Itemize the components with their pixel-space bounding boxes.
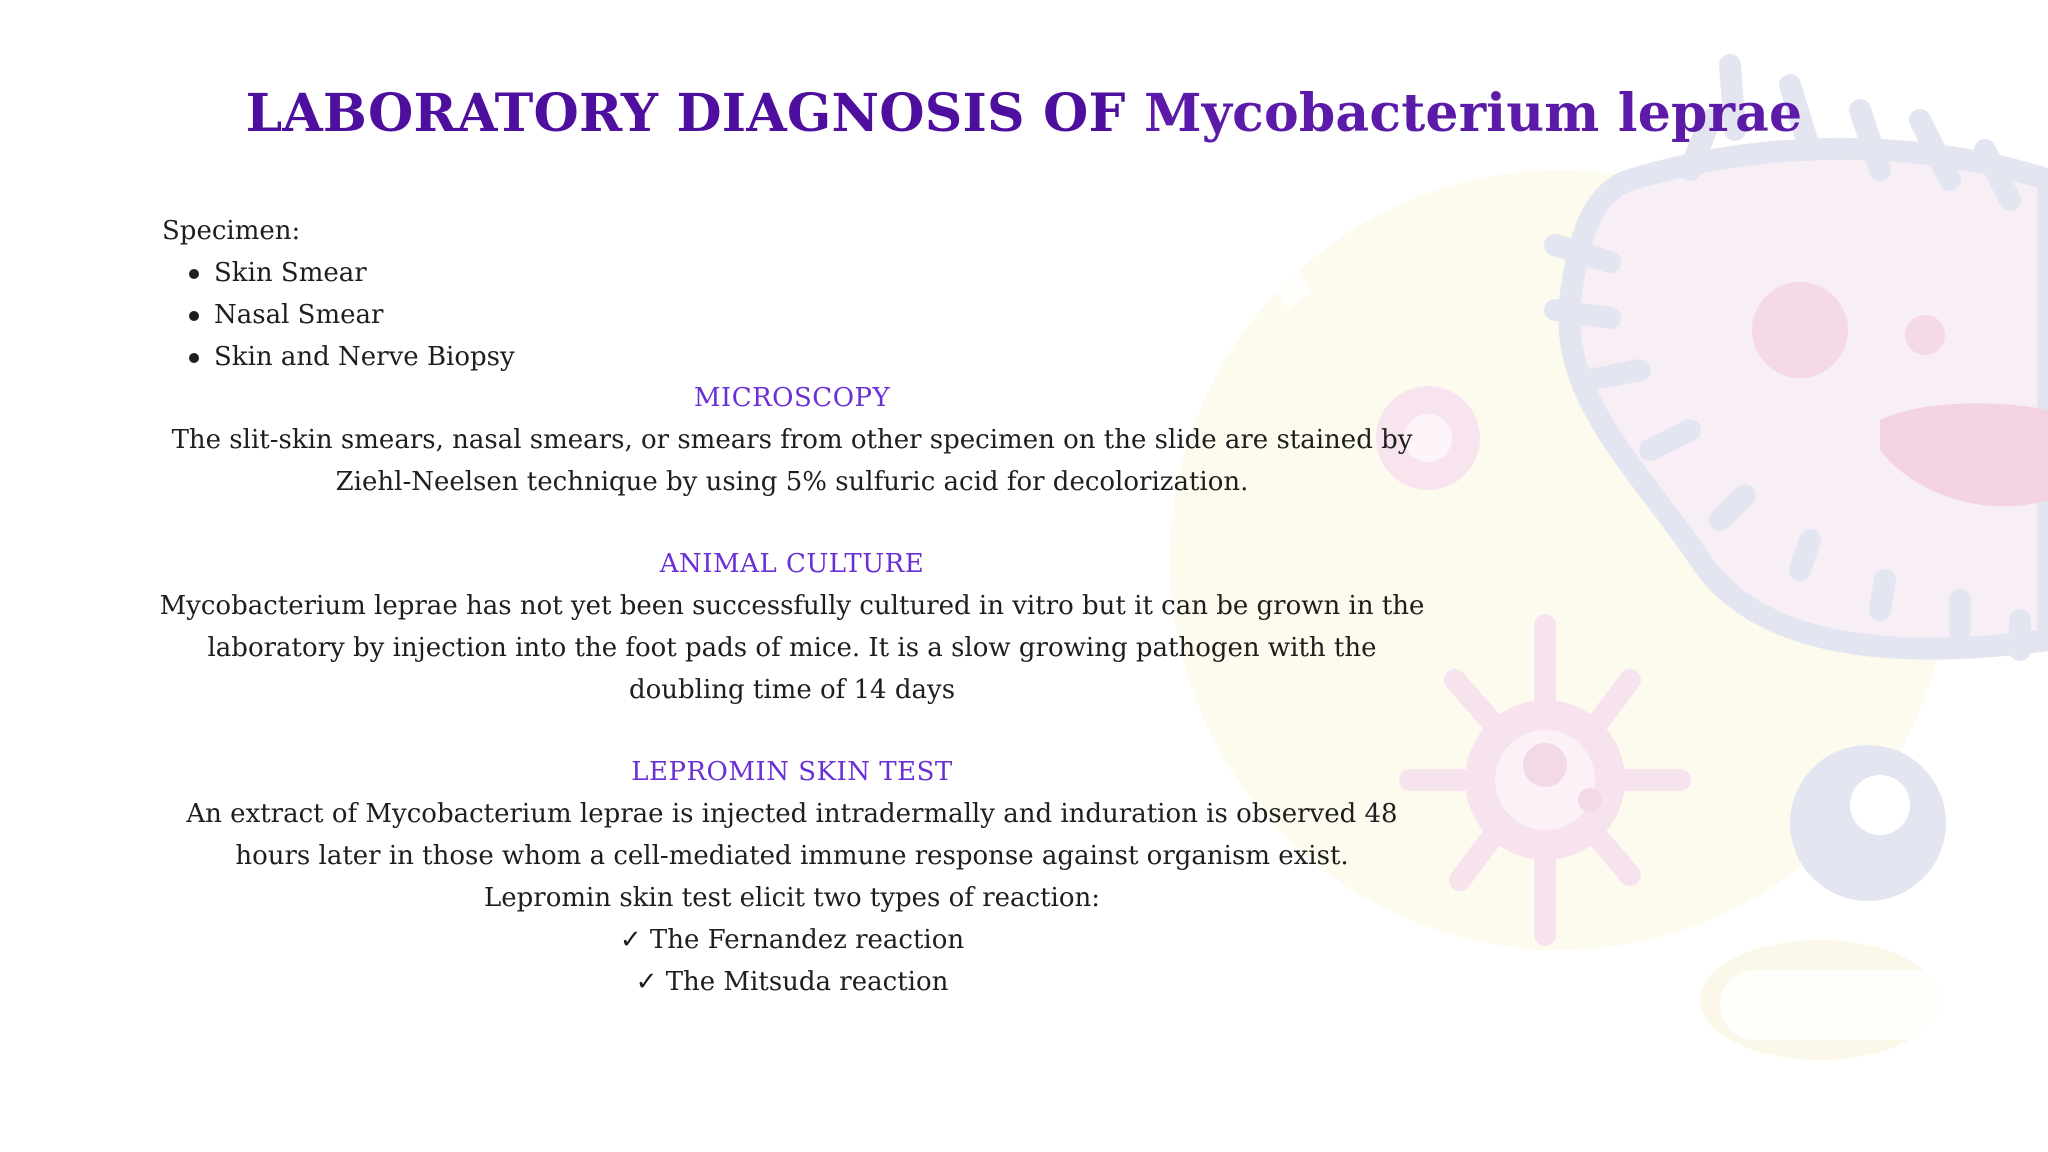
lepromin-heading: LEPROMIN SKIN TEST [631,757,953,787]
animal-culture-heading: ANIMAL CULTURE [659,549,925,579]
microscopy-text: The slit-skin smears, nasal smears, or smears from other specimen on the slide are stained by Ziehl-Neelsen technique by using 5% sulfuric acid for decolorization. [171,425,1413,497]
lepromin-text: An extract of Mycobacterium leprae is injected intradermally and induration is observed 48 hours later in those whom a cell-mediated immune response against organism exist. [186,799,1398,871]
lepromin-section [157,751,1427,1003]
specimen-item-biopsy: Skin and Nerve Biopsy [214,336,515,378]
reaction-mitsuda: ✓ The Mitsuda reaction [635,967,949,997]
animal-culture-section [157,543,1427,711]
specimen-list [162,252,515,378]
lepromin-intro: Lepromin skin test elicit two types of reaction: [483,883,1100,913]
title-prefix: LABORATORY DIAGNOSIS OF [245,83,1144,144]
microscopy-section [157,377,1427,503]
specimen-label: Specimen: [162,216,301,246]
reaction-fernandez: ✓ The Fernandez reaction [619,925,965,955]
animal-culture-text: Mycobacterium leprae has not yet been successfully cultured in vitro but it can be grown in the laboratory by injection into the foot pads of mice. It is a slow growing pathogen with the doubling time of 14 days [159,591,1425,705]
page-title [0,78,2048,150]
microscopy-heading: MICROSCOPY [693,383,891,413]
title-organism: Mycobacterium leprae [1143,83,1803,144]
specimen-item-skin-smear: Skin Smear [214,252,515,294]
specimen-block [162,210,515,378]
specimen-item-nasal-smear: Nasal Smear [214,294,515,336]
